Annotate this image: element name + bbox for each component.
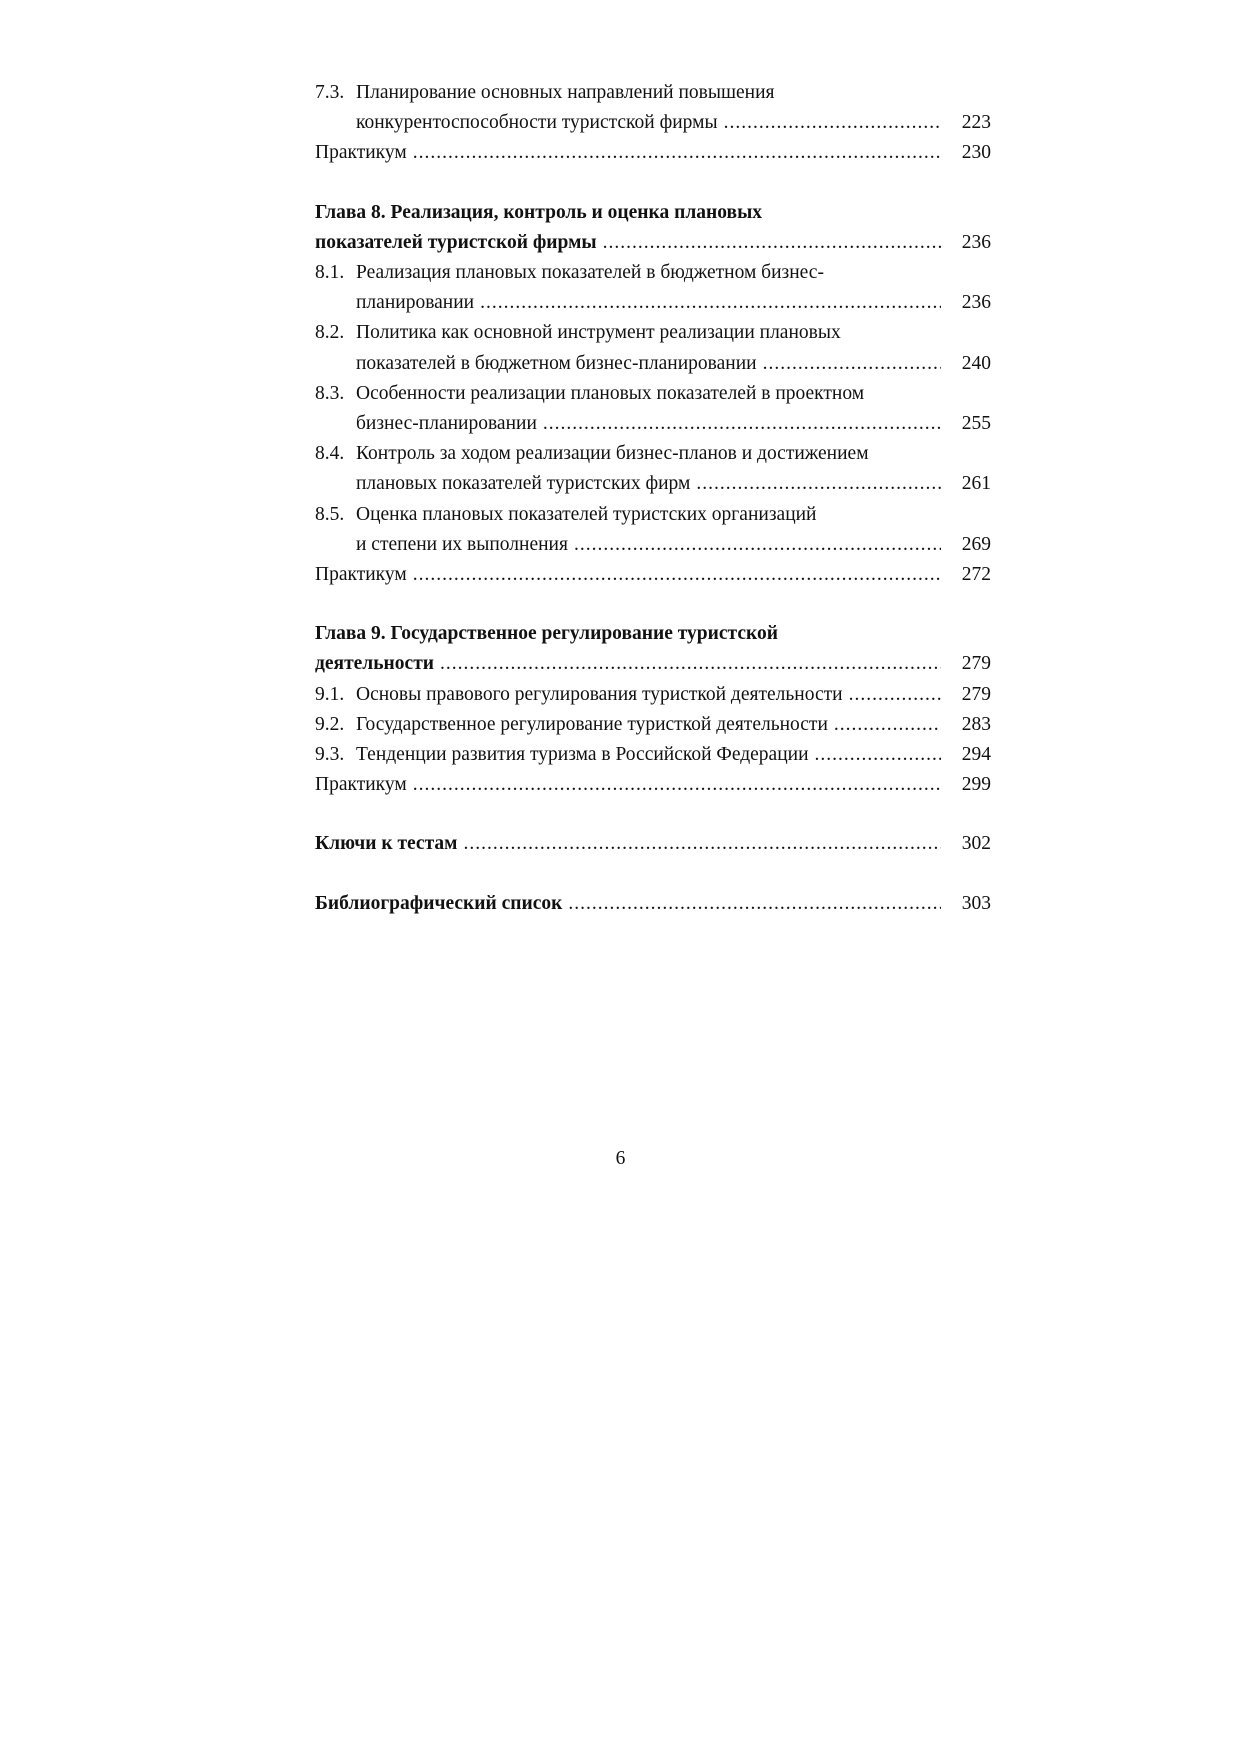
toc-entry-8-1: [315, 258, 991, 318]
dot-leader: [696, 469, 941, 499]
dot-leader: [480, 288, 941, 318]
page-ref: 279: [961, 683, 991, 705]
toc-entry-practicum-7: [315, 138, 991, 168]
toc-entry-9-3: [315, 740, 991, 770]
page-ref: 236: [961, 231, 991, 253]
toc-entry-8-2: [315, 318, 991, 378]
chapter-title-line1: Глава 9. Государственное регулирование туристской: [315, 623, 778, 645]
section-title: Государственное регулирование туристкой деятельности: [356, 713, 828, 735]
section-number: 8.4.: [315, 443, 345, 465]
section-title-line1: Особенности реализации плановых показателей в проектном: [356, 382, 865, 404]
table-of-contents: [315, 78, 991, 919]
section-number: 9.2.: [315, 713, 345, 735]
section-title-line1: Контроль за ходом реализации бизнес-планов и достижением: [356, 443, 869, 465]
section-title: Тенденции развития туризма в Российской Федерации: [356, 744, 809, 766]
toc-entry-7-3: [315, 78, 991, 138]
section-number: 9.1.: [315, 683, 345, 705]
page-ref: 269: [961, 533, 991, 555]
chapter-title-line2: деятельности: [315, 653, 435, 675]
dot-leader: [834, 710, 941, 740]
section-title-line2: плановых показателей туристских фирм: [356, 473, 691, 495]
chapter-title-line1: Глава 8. Реализация, контроль и оценка плановых: [315, 201, 763, 223]
section-title-line2: и степени их выполнения: [356, 533, 568, 555]
dot-leader: [763, 349, 941, 379]
section-title-line2: планировании: [356, 292, 475, 314]
page-ref: 279: [961, 653, 991, 675]
page-ref: 302: [961, 833, 991, 855]
section-number: 8.1.: [315, 262, 345, 284]
page-ref: 240: [961, 352, 991, 374]
section-title-line2: бизнес-планировании: [356, 413, 537, 435]
practicum-title: Практикум: [315, 142, 407, 164]
dot-leader: [603, 228, 941, 258]
toc-entry-practicum-8: [315, 560, 991, 590]
page-number: 6: [615, 1148, 626, 1169]
section-title: Основы правового регулирования туристкой деятельности: [356, 683, 843, 705]
dot-leader: [440, 649, 941, 679]
dot-leader: [413, 560, 941, 590]
bibliography-title: Библиографический список: [315, 892, 563, 914]
section-number: 8.2.: [315, 322, 345, 344]
dot-leader: [463, 829, 941, 859]
page-ref: 230: [961, 142, 991, 164]
section-number: 7.3.: [315, 82, 345, 103]
toc-entry-9-1: [315, 680, 991, 710]
practicum-title: Практикум: [315, 774, 407, 796]
section-number: 8.5.: [315, 503, 345, 525]
section-title-line1: Планирование основных направлений повышения: [356, 82, 775, 103]
page-ref: 303: [961, 892, 991, 914]
page-ref: 299: [961, 774, 991, 796]
dot-leader: [574, 530, 941, 560]
section-title-line1: Реализация плановых показателей в бюджетном бизнес-: [356, 262, 824, 284]
dot-leader: [543, 409, 941, 439]
section-title-line2: показателей в бюджетном бизнес-планировании: [356, 352, 757, 374]
keys-title: Ключи к тестам: [315, 833, 458, 855]
page-ref: 294: [961, 744, 991, 766]
section-title-line2: конкурентоспособности туристской фирмы: [356, 112, 718, 134]
toc-entry-keys: [315, 829, 991, 859]
page-ref: 255: [961, 413, 991, 435]
page-ref: 272: [961, 564, 991, 586]
section-number: 8.3.: [315, 382, 345, 404]
page-ref: 236: [961, 292, 991, 314]
toc-entry-practicum-9: [315, 770, 991, 800]
page-ref: 223: [961, 112, 991, 134]
section-title-line1: Политика как основной инструмент реализации плановых: [356, 322, 841, 344]
practicum-title: Практикум: [315, 564, 407, 586]
page-ref: 261: [961, 473, 991, 495]
dot-leader: [568, 889, 941, 919]
dot-leader: [815, 740, 941, 770]
toc-entry-9-2: [315, 710, 991, 740]
toc-entry-8-3: [315, 379, 991, 439]
page-ref: 283: [961, 713, 991, 735]
dot-leader: [849, 680, 941, 710]
toc-entry-8-5: [315, 500, 991, 560]
section-number: 9.3.: [315, 744, 345, 766]
dot-leader: [413, 770, 941, 800]
toc-chapter-9: [315, 619, 991, 679]
chapter-title-line2: показателей туристской фирмы: [315, 231, 597, 253]
dot-leader: [413, 138, 941, 168]
toc-chapter-8: [315, 198, 991, 258]
toc-entry-bibliography: [315, 889, 991, 919]
section-title-line1: Оценка плановых показателей туристских организаций: [356, 503, 817, 525]
dot-leader: [724, 108, 941, 138]
toc-entry-8-4: [315, 439, 991, 499]
